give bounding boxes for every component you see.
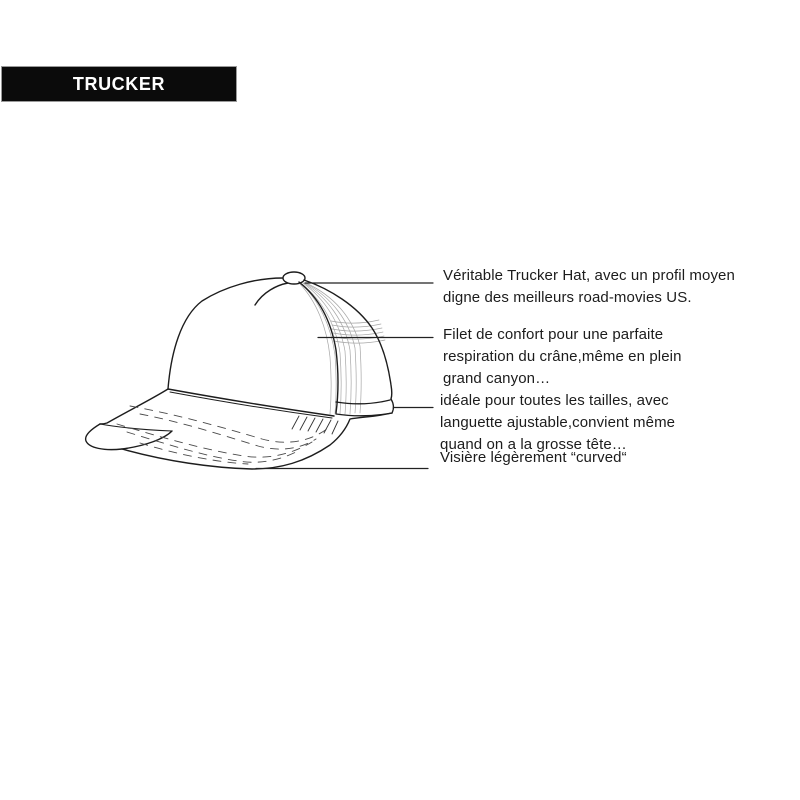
front-seam xyxy=(255,283,288,305)
visor-hatch-ticks xyxy=(292,416,338,434)
annotation-line: Filet de confort pour une parfaite xyxy=(443,326,664,343)
annotation-line: Véritable Trucker Hat, avec un profil moyen xyxy=(443,267,735,284)
crown-button xyxy=(283,272,305,284)
annotation-profile xyxy=(443,265,735,309)
visor-top-edge xyxy=(168,389,334,416)
leader-lines xyxy=(256,283,433,469)
hat-mesh-panel xyxy=(299,280,392,414)
banner-label: TRUCKER xyxy=(72,73,166,94)
annotation-line: quand on a la grosse tête… xyxy=(440,436,627,453)
annotation-visor xyxy=(440,447,627,469)
annotation-line: digne des meilleurs road-movies US. xyxy=(443,289,692,306)
visor-bottom-edge xyxy=(122,413,392,469)
annotation-line: grand canyon… xyxy=(443,370,551,387)
annotation-line: Visière légèrement “curved“ xyxy=(440,449,627,466)
hat-crown xyxy=(168,272,305,389)
annotation-line: languette ajustable,convient même xyxy=(440,414,676,431)
annotation-line: idéale pour toutes les tailles, avec xyxy=(440,392,669,409)
mesh-front-seam xyxy=(299,282,338,413)
annotation-line: respiration du crâne,même en plein xyxy=(443,348,682,365)
hat-band xyxy=(336,399,393,416)
annotation-mesh xyxy=(443,324,682,390)
